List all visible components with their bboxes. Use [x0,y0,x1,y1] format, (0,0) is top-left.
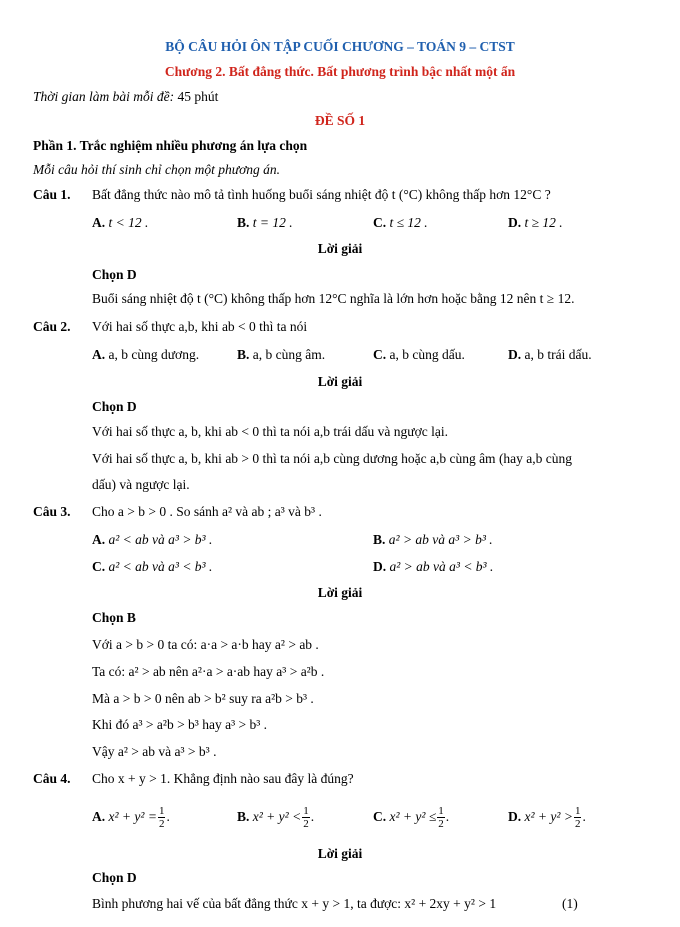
option-b[interactable]: B. a² > ab và a³ > b³ . [373,532,493,547]
option-d[interactable]: D. x² + y² > $\frac{1}{2}$ . [508,805,586,831]
fraction: $\frac{1}{2}$ [303,805,309,831]
answer-choice: Chọn D [92,870,137,885]
solution-line: Với hai số thực a, b, khi ab < 0 thì ta nói a,b trái dấu và ngược lại. [92,424,448,439]
solution-heading: Lời giải [317,374,363,389]
fraction: $\frac{1}{2}$ [158,805,165,831]
question-text: Cho x + y > 1. Khẳng định nào sau đây là đúng? [92,771,354,786]
solution-heading: Lời giải [317,846,363,861]
answer-choice: Chọn B [92,610,136,625]
fraction: $\frac{1}{2}$ [438,805,444,831]
option-c[interactable]: C. x² + y² ≤ $\frac{1}{2}$ . [373,805,450,831]
option-a[interactable]: A. x² + y² = $\frac{1}{2}$ . [92,805,170,831]
option-d[interactable]: D. a, b trái dấu. [508,347,592,362]
time-limit-value: 45 phút [177,89,219,104]
solution-line: Ta có: a² > ab nên a²·a > a·ab hay a³ > a²b . [92,664,325,679]
part-instruction: Mỗi câu hỏi thí sinh chỉ chọn một phương án. [33,162,281,177]
solution-heading: Lời giải [317,585,363,600]
solution-heading: Lời giải [317,241,363,256]
solution-line: Buổi sáng nhiệt độ t (°C) không thấp hơn 12°C nghĩa là lớn hơn hoặc bằng 12 nên t ≥ 12. [92,291,575,306]
option-a[interactable]: A. t < 12 . [92,215,149,230]
option-b[interactable]: B. a, b cùng âm. [237,347,326,362]
part-title: Phần 1. Trắc nghiệm nhiều phương án lựa chọn [33,138,308,153]
time-limit-label: Thời gian làm bài mỗi đề: [33,89,175,104]
solution-line: Khi đó a³ > a²b > b³ hay a³ > b³ . [92,717,268,732]
document-title: BỘ CÂU HỎI ÔN TẬP CUỐI CHƯƠNG – TOÁN 9 – CTST [165,39,515,54]
option-d[interactable]: D. t ≥ 12 . [508,215,563,230]
question-number: Câu 4. [33,771,71,786]
question-text: Cho a > b > 0 . So sánh a² và ab ; a³ và b³ . [92,504,322,519]
option-c[interactable]: C. a² < ab và a³ < b³ . [92,559,213,574]
question-number: Câu 2. [33,319,71,334]
option-a[interactable]: A. a² < ab và a³ > b³ . [92,532,213,547]
exam-number: ĐỀ SỐ 1 [314,113,366,128]
solution-line: Mà a > b > 0 nên ab > b² suy ra a²b > b³ . [92,691,314,706]
answer-choice: Chọn D [92,399,137,414]
question-number: Câu 1. [33,187,71,202]
option-c[interactable]: C. t ≤ 12 . [373,215,428,230]
solution-line: Bình phương hai vế của bất đẳng thức x + y > 1, ta được: x² + 2xy + y² > 1 [92,896,497,911]
chapter-title: Chương 2. Bất đẳng thức. Bất phương trình bậc nhất một ẩn [164,64,516,79]
question-text: Bất đẳng thức nào mô tả tình huống buổi sáng nhiệt độ t (°C) không thấp hơn 12°C ? [92,187,551,202]
option-d[interactable]: D. a² > ab và a³ < b³ . [373,559,494,574]
equation-tag: (1) [562,896,578,911]
option-c[interactable]: C. a, b cùng dấu. [373,347,465,362]
option-a[interactable]: A. a, b cùng dương. [92,347,200,362]
solution-line: Với hai số thực a, b, khi ab > 0 thì ta nói a,b cùng dương hoặc a,b cùng âm (hay a,b cùng [92,451,573,466]
question-number: Câu 3. [33,504,71,519]
question-text: Với hai số thực a,b, khi ab < 0 thì ta nói [92,319,308,334]
fraction: $\frac{1}{2}$ [574,805,581,831]
answer-choice: Chọn D [92,267,137,282]
time-limit [33,88,218,106]
solution-line: Vậy a² > ab và a³ > b³ . [92,744,217,759]
option-b[interactable]: B. t = 12 . [237,215,293,230]
solution-line: Với a > b > 0 ta có: a·a > a·b hay a² > ab . [92,637,319,652]
solution-line: dấu) và ngược lại. [92,477,190,492]
option-b[interactable]: B. x² + y² < $\frac{1}{2}$ . [237,805,315,831]
